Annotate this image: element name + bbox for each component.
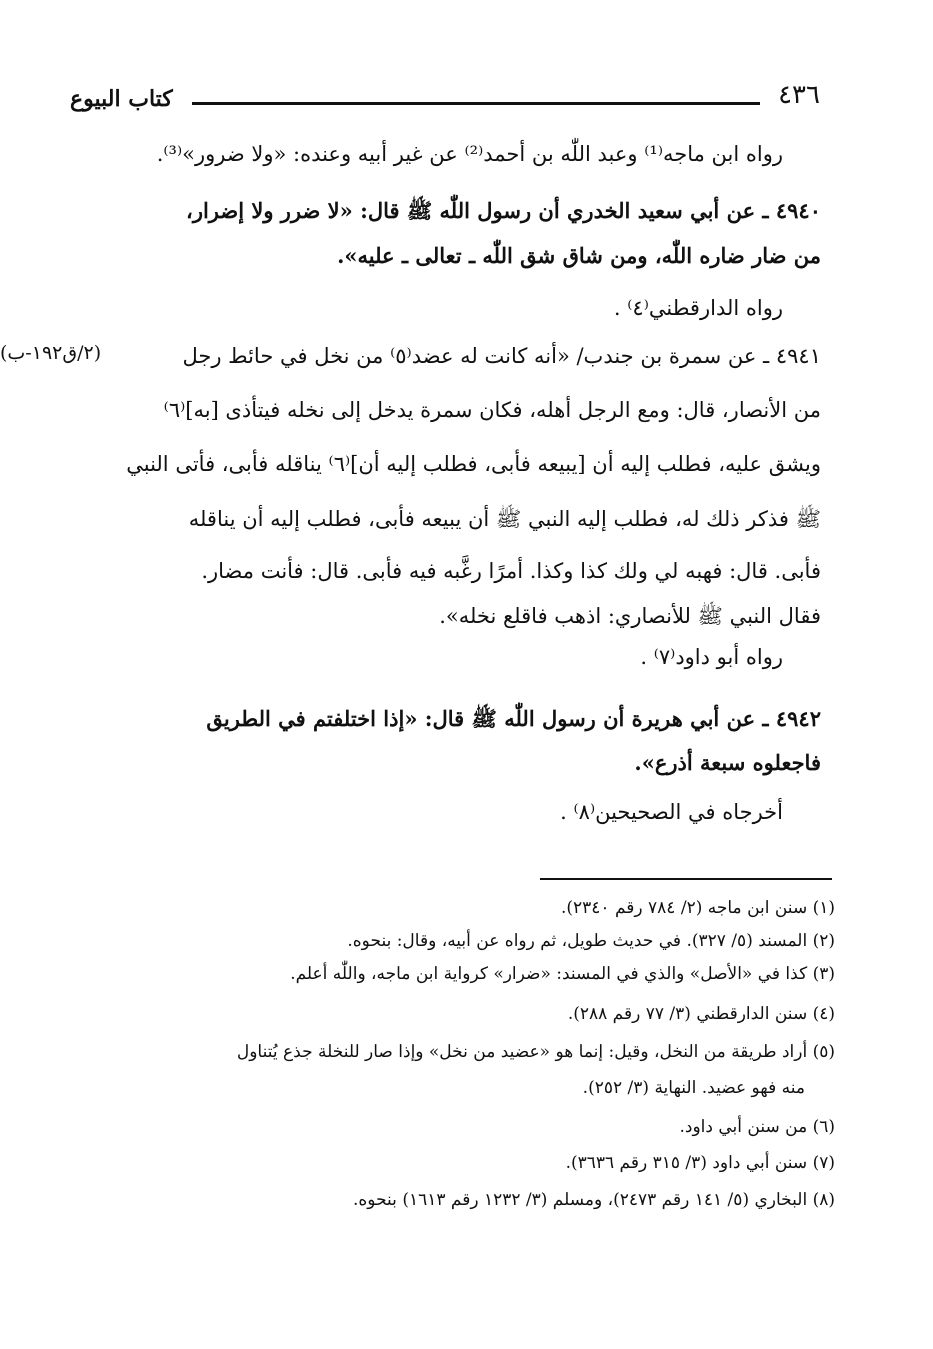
hadith-4940-line: ٤٩٤٠ ـ عن أبي سعيد الخدري أن رسول اللّٰه ﷺ قال: «لا ضرر ولا إضرار، xyxy=(186,198,821,223)
footnote: (٣) كذا في «الأصل» والذي في المسند: «ضرار» كرواية ابن ماجه، واللّٰه أعلم. xyxy=(290,964,835,984)
text-line: من الأنصار، قال: ومع الرجل أهله، فكان سمرة يدخل إلى نخله فيتأذى [به]⁽٦⁾ xyxy=(163,398,821,422)
footnote: (٨) البخاري (٥/ ١٤١ رقم ٢٤٧٣)، ومسلم (٣/ ١٢٣٢ رقم ١٦١٣) بنحوه. xyxy=(352,1190,835,1210)
footnote: (١) سنن ابن ماجه (٢/ ٧٨٤ رقم ٢٣٤٠). xyxy=(560,898,835,918)
source-line: رواه أبو داود⁽٧⁾ . xyxy=(640,645,783,669)
footnote: (٢) المسند (٥/ ٣٢٧). في حديث طويل، ثم رواه عن أبيه، وقال: بنحوه. xyxy=(347,931,835,951)
page-header xyxy=(70,80,820,116)
footnote-continuation: منه فهو عضيد. النهاية (٣/ ٢٥٢). xyxy=(582,1078,805,1098)
text-line: فأبى. قال: فهبه لي ولك كذا وكذا. أمرًا رغَّبه فيه فأبى. قال: فأنت مضار. xyxy=(201,559,821,583)
footnote-separator xyxy=(540,878,832,880)
text-line: ويشق عليه، فطلب إليه أن [يبيعه فأبى، فطلب إليه أن]⁽٦⁾ يناقله فأبى، فأتى النبي xyxy=(126,452,821,476)
hadith-4941-line: ٤٩٤١ ـ عن سمرة بن جندب/ «أنه كانت له عضد⁽٥⁾ من نخل في حائط رجل xyxy=(182,344,821,368)
text-line: من ضار ضاره اللّٰه، ومن شاق شق اللّٰه ـ تعالى ـ عليه». xyxy=(337,243,821,268)
text-line: فقال النبي ﷺ للأنصاري: اذهب فاقلع نخله». xyxy=(439,604,821,628)
text-line: ﷺ فذكر ذلك له، فطلب إليه النبي ﷺ أن يبيعه فأبى، فطلب إليه أن يناقله xyxy=(188,507,821,531)
text-line: فاجعلوه سبعة أذرع». xyxy=(634,750,821,775)
page-number: ٤٣٦ xyxy=(778,80,820,110)
header-rule xyxy=(192,102,760,105)
source-line: أخرجاه في الصحيحين⁽٨⁾ . xyxy=(560,800,783,824)
footnote: (٤) سنن الدارقطني (٣/ ٧٧ رقم ٢٨٨). xyxy=(567,1004,835,1024)
text-line: رواه ابن ماجه⁽¹⁾ وعبد اللّٰه بن أحمد⁽²⁾ عن غير أبيه وعنده: «ولا ضرور»⁽³⁾. xyxy=(156,142,783,166)
footnote: (٧) سنن أبي داود (٣/ ٣١٥ رقم ٣٦٣٦). xyxy=(565,1153,835,1173)
margin-note: (٢/ق١٩٢-ب) xyxy=(0,342,102,364)
running-title: كتاب البيوع xyxy=(70,86,173,112)
source-line: رواه الدارقطني⁽٤⁾ . xyxy=(613,296,783,320)
footnote: (٥) أراد طريقة من النخل، وقيل: إنما هو «عضيد من نخل» وإذا صار للنخلة جذع يُتناول xyxy=(236,1042,835,1062)
hadith-4942-line: ٤٩٤٢ ـ عن أبي هريرة أن رسول اللّٰه ﷺ قال: «إذا اختلفتم في الطريق xyxy=(206,706,821,731)
footnote: (٦) من سنن أبي داود. xyxy=(679,1117,835,1137)
